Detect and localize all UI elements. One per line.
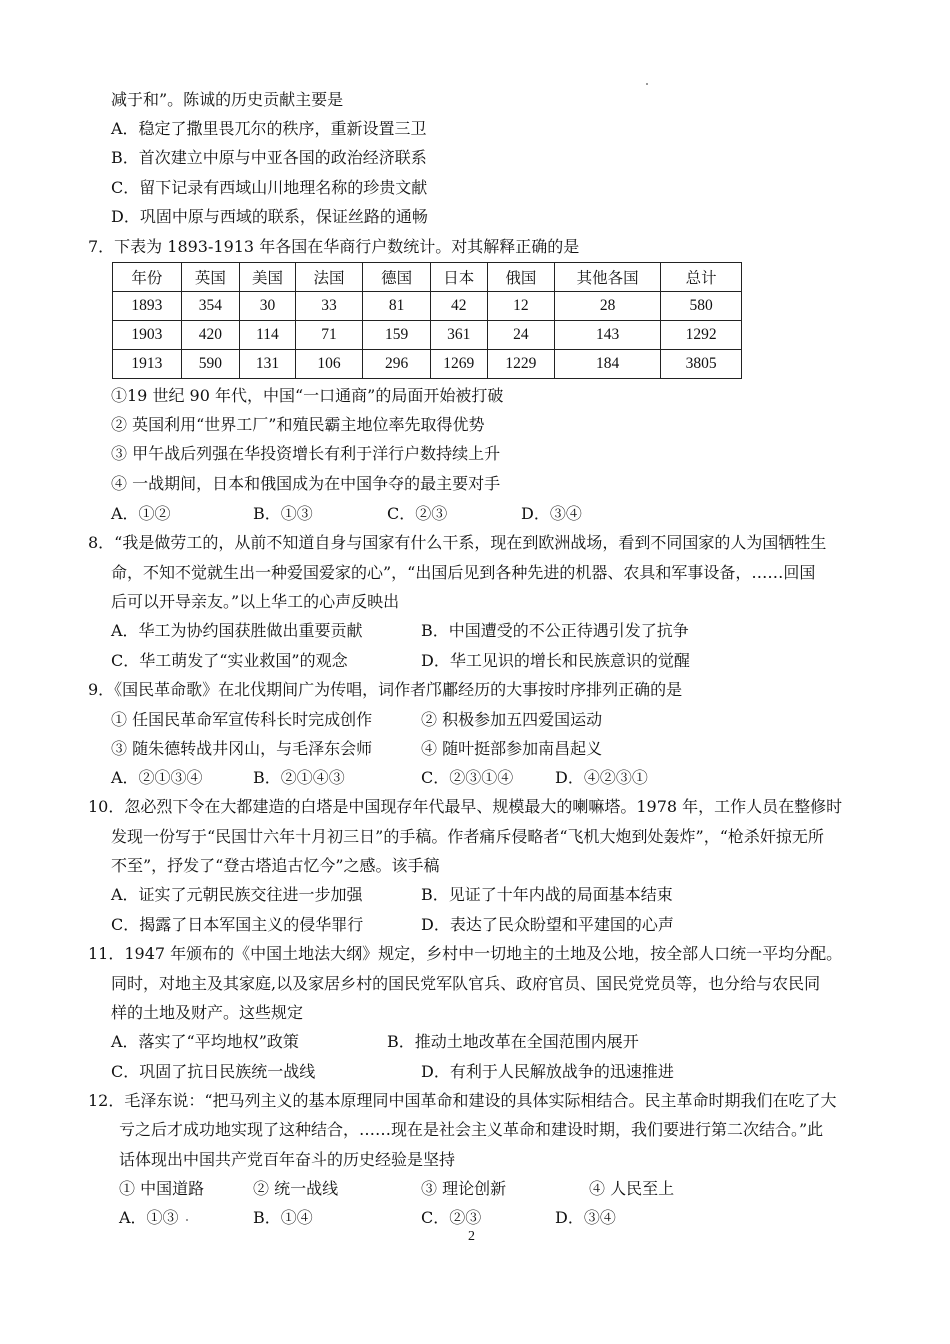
table-cell: 33 [295,292,363,321]
q7-item-3: ③ 甲午战后列强在华投资增长有利于洋行户数持续上升 [111,444,501,463]
table-cell: 143 [555,321,661,350]
table-cell: 106 [295,350,363,379]
q7-item-2: ② 英国利用“世界工厂”和殖民霸主地位率先取得优势 [111,415,485,434]
q10-stem-line-2: 发现一份写于“民国廿六年十月初三日”的手稿。作者痛斥侵略者“飞机大炮到处轰炸”，“枪杀奸掠无所 [111,827,824,846]
table-cell: 28 [555,292,661,321]
q12-item-4: ④ 人民至上 [589,1179,675,1198]
q7-option-b: B．①③ [253,504,313,523]
q6-stem-continuation: 减于和”。陈诚的历史贡献主要是 [111,90,344,109]
q7-option-c: C．②③ [387,504,448,523]
scan-dot [646,83,648,85]
q8-option-c: C．华工萌发了“实业救国”的观念 [111,651,348,670]
table-header: 俄国 [487,263,555,292]
q12-item-3: ③ 理论创新 [421,1179,507,1198]
table-cell: 24 [487,321,555,350]
q9-item-3: ③ 随朱德转战井冈山，与毛泽东会师 [111,739,373,758]
q7-item-1: ①19 世纪 90 年代，中国“一口通商”的局面开始被打破 [111,386,504,405]
q7-option-d: D．③④ [521,504,582,523]
q9-option-b: B．②①④③ [253,768,345,787]
table-header: 日本 [430,263,487,292]
table-cell: 1913 [113,350,182,379]
table-cell: 71 [295,321,363,350]
q6-option-c: C．留下记录有西域山川地理名称的珍贵文献 [111,178,428,197]
table-header-row [113,263,742,292]
table-row [113,292,742,321]
q11-stem-line-1: 11．1947 年颁布的《中国土地法大纲》规定，乡村中一切地主的土地及公地，按全部人口统一平均分配。 [88,944,843,963]
q12-option-c: C．②③ [421,1208,482,1227]
q7-item-4: ④ 一战期间，日本和俄国成为在中国争夺的最主要对手 [111,474,501,493]
page-number: 2 [468,1229,475,1244]
q8-stem-line-1: 8．“我是做劳工的，从前不知道自身与国家有什么干系，现在到欧洲战场，看到不同国家的人为国牺牲生 [88,533,827,552]
table-cell: 354 [181,292,240,321]
table-cell: 361 [430,321,487,350]
table-row [113,321,742,350]
q10-option-b: B．见证了十年内战的局面基本结束 [421,885,673,904]
q12-stem-line-1: 12．毛泽东说：“把马列主义的基本原理同中国革命和建设的具体实际相结合。民主革命时期我们在吃了大 [88,1091,837,1110]
q8-stem-line-2: 命，不知不觉就生出一种爱国爱家的心”，“出国后见到各种先进的机器、农具和军事设备，……回国 [111,563,816,582]
table-cell: 1269 [430,350,487,379]
q9-option-c: C．②③①④ [421,768,514,787]
q12-option-a: A．①③ [119,1208,179,1227]
q7-option-a: A．①② [111,504,171,523]
table-cell: 590 [181,350,240,379]
table-cell: 42 [430,292,487,321]
table-cell: 580 [661,292,742,321]
q10-option-c: C．揭露了日本军国主义的侵华罪行 [111,915,364,934]
q9-item-4: ④ 随叶挺部参加南昌起义 [421,739,603,758]
q9-item-1: ① 任国民革命军宣传科长时完成创作 [111,710,373,729]
q8-option-d: D．华工见识的增长和民族意识的觉醒 [421,651,690,670]
table-cell: 81 [363,292,431,321]
q11-option-b: B．推动土地改革在全国范围内展开 [387,1032,639,1051]
q9-item-2: ② 积极参加五四爱国运动 [421,710,603,729]
q9-option-d: D．④②③① [555,768,648,787]
table-cell: 1229 [487,350,555,379]
q12-option-b: B．①④ [253,1208,313,1227]
table-cell: 12 [487,292,555,321]
q10-option-a: A．证实了元朝民族交往进一步加强 [111,885,363,904]
table-header: 德国 [363,263,431,292]
table-header: 英国 [181,263,240,292]
q12-stem-line-3: 话体现出中国共产党百年奋斗的历史经验是坚持 [119,1150,456,1169]
q12-stem-line-2: 亏之后才成功地实现了这种结合，……现在是社会主义革命和建设时期，我们要进行第二次结合。”此 [119,1120,824,1139]
q9-stem: 9．《国民革命歌》在北伐期间广为传唱，词作者邝鄘经历的大事按时序排列正确的是 [88,680,683,699]
q12-item-2: ② 统一战线 [253,1179,339,1198]
table-cell: 1292 [661,321,742,350]
q11-stem-line-2: 同时，对地主及其家庭,以及家居乡村的国民党军队官兵、政府官员、国民党党员等，也分给与农民同 [111,974,821,993]
q10-stem-line-3: 不至”，抒发了“登古塔追古忆今”之感。该手稿 [111,856,440,875]
table-cell: 184 [555,350,661,379]
q11-option-c: C．巩固了抗日民族统一战线 [111,1062,316,1081]
q8-option-a: A．华工为协约国获胜做出重要贡献 [111,621,363,640]
table-header: 总计 [661,263,742,292]
q12-option-d: D．③④ [555,1208,616,1227]
table-header: 法国 [295,263,363,292]
table-header: 美国 [240,263,296,292]
q8-option-b: B．中国遭受的不公正待遇引发了抗争 [421,621,689,640]
table-header: 年份 [113,263,182,292]
table-row [113,350,742,379]
q11-option-a: A．落实了“平均地权”政策 [111,1032,299,1051]
scan-dot [186,1219,188,1221]
table-cell: 159 [363,321,431,350]
table-cell: 296 [363,350,431,379]
q10-stem-line-1: 10．忽必烈下令在大都建造的白塔是中国现存年代最早、规模最大的喇嘛塔。1978 年，工作人员在整修时 [88,797,843,816]
table-cell: 1903 [113,321,182,350]
q11-stem-line-3: 样的土地及财产。这些规定 [111,1003,304,1022]
q6-option-a: A．稳定了撒里畏兀尔的秩序，重新设置三卫 [111,119,427,138]
q8-stem-line-3: 后可以开导亲友。”以上华工的心声反映出 [111,592,400,611]
merchant-count-table [112,262,742,379]
table-cell: 420 [181,321,240,350]
q6-option-d: D．巩固中原与西域的联系，保证丝路的通畅 [111,207,428,226]
q10-option-d: D．表达了民众盼望和平建国的心声 [421,915,674,934]
q7-stem: 7．下表为 1893-1913 年各国在华商行户数统计。对其解释正确的是 [88,237,580,256]
table-cell: 1893 [113,292,182,321]
table-cell: 114 [240,321,296,350]
table-cell: 131 [240,350,296,379]
table-header: 其他各国 [555,263,661,292]
q11-option-d: D．有利于人民解放战争的迅速推进 [421,1062,674,1081]
q9-option-a: A．②①③④ [111,768,203,787]
table-cell: 3805 [661,350,742,379]
q6-option-b: B．首次建立中原与中亚各国的政治经济联系 [111,148,427,167]
q12-item-1: ① 中国道路 [119,1179,205,1198]
table-cell: 30 [240,292,296,321]
